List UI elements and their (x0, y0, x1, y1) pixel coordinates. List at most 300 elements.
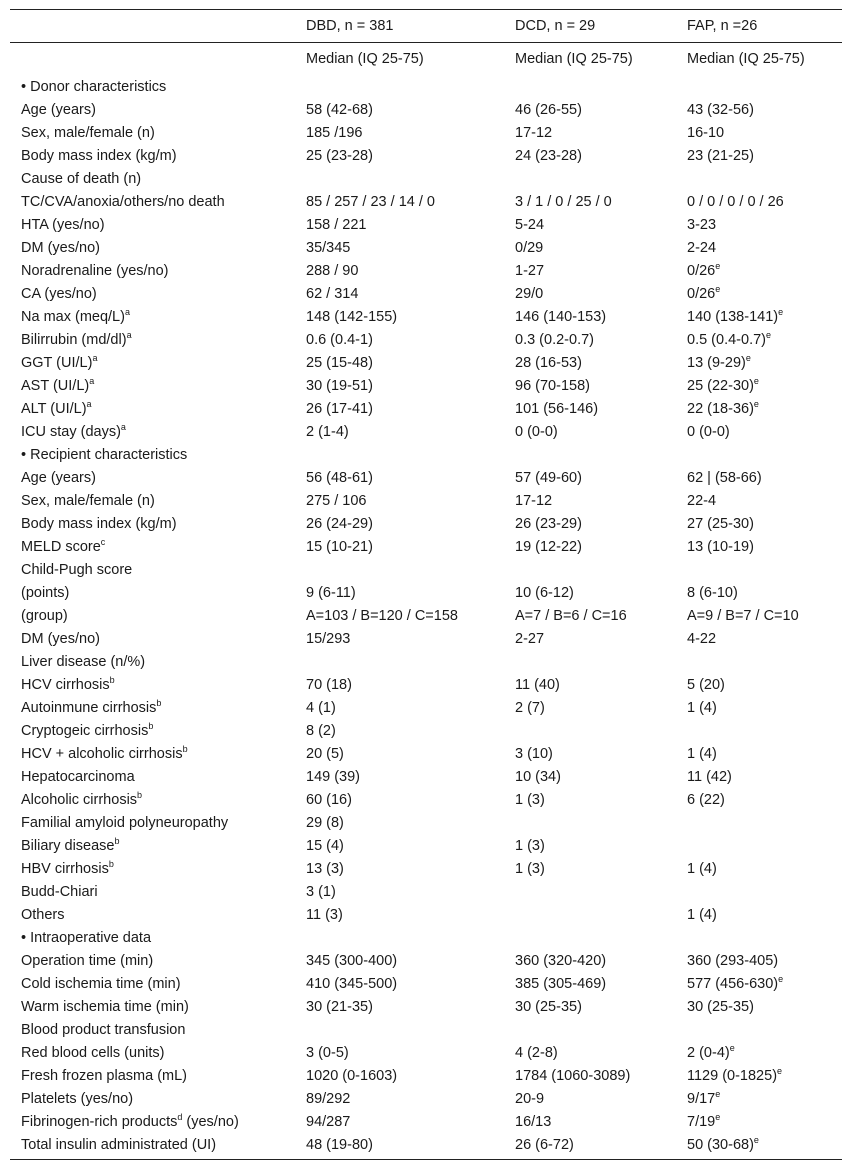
cell-text: 58 (42-68) (306, 101, 373, 118)
row-label-cell (10, 329, 295, 348)
value-cell (505, 286, 676, 302)
value-cell (676, 1134, 842, 1153)
value-cell (295, 493, 505, 509)
value-cell (676, 217, 842, 233)
cell-text: 4 (1) (306, 699, 336, 716)
value-cell (505, 1137, 676, 1153)
row-label-cell (10, 375, 295, 394)
cell-text: Alcoholic cirrhosis (21, 791, 138, 808)
value-cell (295, 815, 505, 831)
cell-text: Platelets (yes/no) (21, 1090, 134, 1107)
cell-text: Sex, male/female (n) (21, 124, 155, 141)
table-row (10, 857, 842, 880)
cell-text: Cause of death (n) (21, 170, 142, 187)
cell-text: (points) (21, 584, 70, 601)
value-cell (505, 309, 676, 325)
table-row (10, 581, 842, 604)
cell-text: 3 / 1 / 0 / 25 / 0 (515, 193, 612, 210)
cell-text: Na max (meq/L) (21, 308, 125, 325)
footnote-marker: e (715, 1088, 721, 1099)
row-label-cell (10, 743, 295, 762)
cell-text: 288 / 90 (306, 262, 359, 279)
value-cell (295, 539, 505, 555)
subheader-cell: Median (IQ 25-75) (687, 51, 805, 67)
footnote-marker: e (715, 1111, 721, 1122)
cell-text: 0/26 (687, 285, 716, 302)
value-cell (505, 493, 676, 509)
value-cell (295, 148, 505, 164)
table-row (10, 972, 842, 995)
cell-text: 19 (12-22) (515, 538, 582, 555)
cell-text: 2-24 (687, 239, 717, 256)
value-cell (676, 283, 842, 302)
cell-text: 149 (39) (306, 768, 361, 785)
value-cell (295, 194, 505, 210)
table-row (10, 949, 842, 972)
table-row (10, 374, 842, 397)
cell-text: 22-4 (687, 492, 717, 509)
cell-text: ICU stay (days) (21, 423, 121, 440)
value-cell (295, 286, 505, 302)
row-label-cell (10, 789, 295, 808)
cell-text: 2 (0-4) (687, 1044, 730, 1061)
cell-text: Age (years) (21, 469, 96, 486)
value-cell (676, 125, 842, 141)
value-cell (295, 1114, 505, 1130)
value-cell (505, 378, 676, 394)
header-cell-fap: FAP, n =26 (687, 18, 758, 34)
value-cell (505, 125, 676, 141)
row-label-cell (10, 697, 295, 716)
footnote-marker: a (120, 421, 126, 432)
table-row (10, 466, 842, 489)
cell-text: 345 (300-400) (306, 952, 398, 969)
value-cell (295, 723, 505, 739)
value-cell (505, 999, 676, 1015)
cell-text: 6 (22) (687, 791, 725, 808)
row-label-cell (10, 585, 295, 601)
row-label-cell (10, 720, 295, 739)
cell-text: 11 (3) (306, 906, 343, 923)
cell-text: 101 (56-146) (515, 400, 599, 417)
value-cell (505, 1045, 676, 1061)
cell-text: 15/293 (306, 630, 351, 647)
row-label-cell (10, 217, 295, 233)
cell-text: • Intraoperative data (21, 929, 152, 946)
value-cell (676, 470, 842, 486)
footnote-marker: a (124, 306, 130, 317)
row-label-cell (10, 769, 295, 785)
cell-text: 30 (25-35) (515, 998, 582, 1015)
cell-text: 3-23 (687, 216, 717, 233)
value-cell (295, 792, 505, 808)
cell-text: 57 (49-60) (515, 469, 582, 486)
value-cell (505, 401, 676, 417)
cell-text: 35/345 (306, 239, 351, 256)
value-cell (505, 1068, 676, 1084)
value-cell (676, 260, 842, 279)
table-row (10, 811, 842, 834)
value-cell (505, 792, 676, 808)
cell-text: Hepatocarcinoma (21, 768, 135, 785)
cell-text: 11 (40) (515, 676, 560, 693)
value-cell (295, 769, 505, 785)
value-cell (676, 493, 842, 509)
value-cell (295, 1068, 505, 1084)
cell-text: 27 (25-30) (687, 515, 754, 532)
cell-text: Familial amyloid polyneuropathy (21, 814, 229, 831)
cell-text: 13 (9-29) (687, 354, 746, 371)
cell-text: 96 (70-158) (515, 377, 590, 394)
footnote-marker: e (766, 329, 772, 340)
row-label-cell (10, 1111, 295, 1130)
row-label-cell (10, 674, 295, 693)
value-cell (505, 355, 676, 371)
value-cell (505, 194, 676, 210)
cell-text: 13 (3) (306, 860, 344, 877)
value-cell (295, 838, 505, 854)
row-label-cell (10, 907, 295, 923)
value-cell (295, 677, 505, 693)
cell-text: 29 (8) (306, 814, 344, 831)
value-cell (295, 746, 505, 762)
footnote-marker: e (729, 1042, 735, 1053)
cell-text: 28 (16-53) (515, 354, 582, 371)
cell-text: 13 (10-19) (687, 538, 754, 555)
header-cell-dcd: DCD, n = 29 (515, 18, 596, 34)
value-cell (676, 240, 842, 256)
row-label-cell (10, 171, 295, 187)
cell-text: GGT (UI/L) (21, 354, 93, 371)
table-row (10, 167, 842, 190)
cell-text: 2-27 (515, 630, 545, 647)
cell-text: MELD score (21, 538, 101, 555)
value-cell (676, 608, 842, 624)
cell-text: Blood product transfusion (21, 1021, 186, 1038)
cell-text: 0 (0-0) (515, 423, 558, 440)
value-cell (676, 677, 842, 693)
cell-text: Biliary disease (21, 837, 115, 854)
value-cell (505, 1114, 676, 1130)
cell-text: Others (21, 906, 65, 923)
cell-text: Cryptogeic cirrhosis (21, 722, 149, 739)
cell-text: Noradrenaline (yes/no) (21, 262, 169, 279)
value-cell (676, 973, 842, 992)
value-cell (676, 746, 842, 762)
row-label-cell (10, 286, 295, 302)
cell-text: Total insulin administrated (UI) (21, 1136, 217, 1153)
cell-text: 11 (42) (687, 768, 732, 785)
row-label-cell (10, 930, 295, 946)
cell-text: 15 (10-21) (306, 538, 373, 555)
cell-text: 146 (140-153) (515, 308, 607, 325)
cell-text: 5-24 (515, 216, 545, 233)
cell-text: DM (yes/no) (21, 630, 100, 647)
value-cell (676, 1088, 842, 1107)
cell-text: 1 (3) (515, 791, 545, 808)
value-cell (295, 516, 505, 532)
cell-text: 9 (6-11) (306, 584, 356, 601)
cell-text: 1020 (0-1603) (306, 1067, 398, 1084)
cell-text: 4 (2-8) (515, 1044, 558, 1061)
cell-text: 0 (0-0) (687, 423, 730, 440)
cell-text: 62 | (58-66) (687, 469, 762, 486)
value-cell (505, 838, 676, 854)
value-cell (295, 355, 505, 371)
cell-text: 25 (23-28) (306, 147, 373, 164)
value-cell (676, 398, 842, 417)
row-label-cell (10, 976, 295, 992)
value-cell (295, 332, 505, 348)
table-row (10, 535, 842, 558)
cell-text: 1 (4) (687, 860, 717, 877)
value-cell (505, 539, 676, 555)
value-cell (676, 375, 842, 394)
table-row (10, 834, 842, 857)
cell-text: 577 (456-630) (687, 975, 779, 992)
cell-text: 140 (138-141) (687, 308, 779, 325)
cell-text: • Recipient characteristics (21, 446, 188, 463)
value-cell (676, 792, 842, 808)
table-row (10, 604, 842, 627)
cell-text: 1 (3) (515, 860, 545, 877)
cell-text: 46 (26-55) (515, 101, 582, 118)
row-label-cell (10, 421, 295, 440)
value-cell (676, 700, 842, 716)
row-label-cell (10, 608, 295, 624)
cell-text: 9/17 (687, 1090, 716, 1107)
row-label-cell (10, 835, 295, 854)
footnote-marker: b (156, 697, 162, 708)
value-cell (295, 401, 505, 417)
table-row (10, 880, 842, 903)
value-cell (505, 516, 676, 532)
footnote-marker: b (148, 720, 154, 731)
cell-text: 1 (4) (687, 699, 717, 716)
table-row (10, 765, 842, 788)
cell-text: AST (UI/L) (21, 377, 90, 394)
footnote-marker: e (778, 973, 784, 984)
value-cell (505, 769, 676, 785)
table-row (10, 903, 842, 926)
table-row (10, 443, 842, 466)
cell-text: 148 (142-155) (306, 308, 398, 325)
table-row (10, 305, 842, 328)
table-row (10, 144, 842, 167)
cell-text: 410 (345-500) (306, 975, 398, 992)
value-cell (295, 907, 505, 923)
table-subheader-row (10, 43, 842, 75)
table-header-row (10, 10, 842, 42)
cell-text: 158 / 221 (306, 216, 367, 233)
row-label-cell (10, 148, 295, 164)
value-cell (295, 102, 505, 118)
value-cell (295, 263, 505, 279)
value-cell (676, 953, 842, 969)
cell-text: 4-22 (687, 630, 717, 647)
value-cell (505, 470, 676, 486)
cell-text: Fresh frozen plasma (mL) (21, 1067, 187, 1084)
row-label-cell (10, 858, 295, 877)
cell-text: CA (yes/no) (21, 285, 97, 302)
cell-text: Child-Pugh score (21, 561, 133, 578)
value-cell (676, 424, 842, 440)
table-row (10, 1018, 842, 1041)
table-row (10, 420, 842, 443)
table-row (10, 1133, 842, 1156)
footnote-marker: a (86, 398, 92, 409)
cell-text: 20 (5) (306, 745, 344, 762)
table-row (10, 236, 842, 259)
table-row (10, 627, 842, 650)
cell-text: 385 (305-469) (515, 975, 607, 992)
footnote-marker: c (100, 536, 106, 547)
value-cell (676, 999, 842, 1015)
cell-text: 1 (4) (687, 745, 717, 762)
cell-text: Warm ischemia time (min) (21, 998, 189, 1015)
value-cell (676, 769, 842, 785)
data-table (10, 9, 842, 1160)
cell-text: 5 (20) (687, 676, 725, 693)
row-label-cell (10, 1022, 295, 1038)
cell-text: 16-10 (687, 124, 725, 141)
value-cell (505, 332, 676, 348)
row-label-cell (10, 102, 295, 118)
cell-text: 185 /196 (306, 124, 363, 141)
row-label-cell (10, 1091, 295, 1107)
cell-text: 1 (4) (687, 906, 717, 923)
cell-text: 22 (18-36) (687, 400, 754, 417)
value-cell (676, 1042, 842, 1061)
row-label-cell (10, 562, 295, 578)
cell-text: A=7 / B=6 / C=16 (515, 607, 627, 624)
cell-text: 26 (24-29) (306, 515, 373, 532)
value-cell (676, 585, 842, 601)
table-row (10, 719, 842, 742)
value-cell (676, 306, 842, 325)
value-cell (295, 424, 505, 440)
cell-text: 0.5 (0.4-0.7) (687, 331, 766, 348)
table-row (10, 489, 842, 512)
cell-text: 30 (25-35) (687, 998, 754, 1015)
cell-text: 8 (2) (306, 722, 336, 739)
cell-text: 0/26 (687, 262, 716, 279)
value-cell (676, 1065, 842, 1084)
row-label-cell (10, 1068, 295, 1084)
value-cell (676, 1111, 842, 1130)
value-cell (676, 631, 842, 647)
footnote-marker: e (753, 398, 759, 409)
table-bottom-rule (10, 1159, 842, 1160)
cell-text: 3 (0-5) (306, 1044, 349, 1061)
cell-text: 2 (1-4) (306, 423, 349, 440)
cell-text: A=103 / B=120 / C=158 (306, 607, 458, 624)
value-cell (676, 329, 842, 348)
cell-text: (group) (21, 607, 68, 624)
subheader-cell: Median (IQ 25-75) (515, 51, 633, 67)
cell-text: Liver disease (n/%) (21, 653, 146, 670)
row-label-cell (10, 493, 295, 509)
row-label-cell (10, 1137, 295, 1153)
cell-text: 3 (1) (306, 883, 336, 900)
table-row (10, 673, 842, 696)
cell-text: 1 (3) (515, 837, 545, 854)
row-label-cell (10, 447, 295, 463)
table-row (10, 1041, 842, 1064)
table-row (10, 75, 842, 98)
footnote-marker: e (753, 375, 759, 386)
cell-text: 1129 (0-1825) (687, 1067, 778, 1084)
value-cell (295, 861, 505, 877)
table-row (10, 190, 842, 213)
row-label-cell (10, 398, 295, 417)
row-label-cell (10, 263, 295, 279)
value-cell (295, 309, 505, 325)
value-cell (295, 585, 505, 601)
table-body (10, 75, 842, 1156)
table-row (10, 213, 842, 236)
row-label-cell (10, 240, 295, 256)
row-label-cell (10, 194, 295, 210)
footnote-marker: b (182, 743, 188, 754)
cell-text: 2 (7) (515, 699, 545, 716)
cell-text-suffix: (yes/no) (182, 1113, 239, 1130)
value-cell (505, 677, 676, 693)
cell-text: HBV cirrhosis (21, 860, 109, 877)
cell-text: 30 (21-35) (306, 998, 373, 1015)
value-cell (505, 240, 676, 256)
table-row (10, 98, 842, 121)
footnote-marker: e (715, 283, 721, 294)
cell-text: 94/287 (306, 1113, 351, 1130)
table-row (10, 926, 842, 949)
value-cell (676, 194, 842, 210)
cell-text: 360 (293-405) (687, 952, 779, 969)
table-row (10, 1087, 842, 1110)
cell-text: Fibrinogen-rich products (21, 1113, 178, 1130)
row-label-cell (10, 654, 295, 670)
cell-text: HTA (yes/no) (21, 216, 105, 233)
value-cell (676, 539, 842, 555)
value-cell (505, 631, 676, 647)
table-row (10, 696, 842, 719)
row-label-cell (10, 999, 295, 1015)
footnote-marker: a (126, 329, 132, 340)
cell-text: 70 (18) (306, 676, 352, 693)
cell-text: 62 / 314 (306, 285, 359, 302)
row-label-cell (10, 125, 295, 141)
value-cell (295, 1137, 505, 1153)
cell-text: Operation time (min) (21, 952, 154, 969)
row-label-cell (10, 631, 295, 647)
table-row (10, 259, 842, 282)
value-cell (505, 700, 676, 716)
cell-text: 60 (16) (306, 791, 352, 808)
cell-text: 1-27 (515, 262, 545, 279)
cell-text: 50 (30-68) (687, 1136, 754, 1153)
value-cell (295, 125, 505, 141)
table-row (10, 512, 842, 535)
table-row (10, 328, 842, 351)
footnote-marker: b (137, 789, 143, 800)
value-cell (505, 424, 676, 440)
cell-text: 275 / 106 (306, 492, 367, 509)
cell-text: Cold ischemia time (min) (21, 975, 181, 992)
cell-text: 43 (32-56) (687, 101, 754, 118)
row-label-cell (10, 1045, 295, 1061)
cell-text: 0.3 (0.2-0.7) (515, 331, 594, 348)
cell-text: 56 (48-61) (306, 469, 373, 486)
